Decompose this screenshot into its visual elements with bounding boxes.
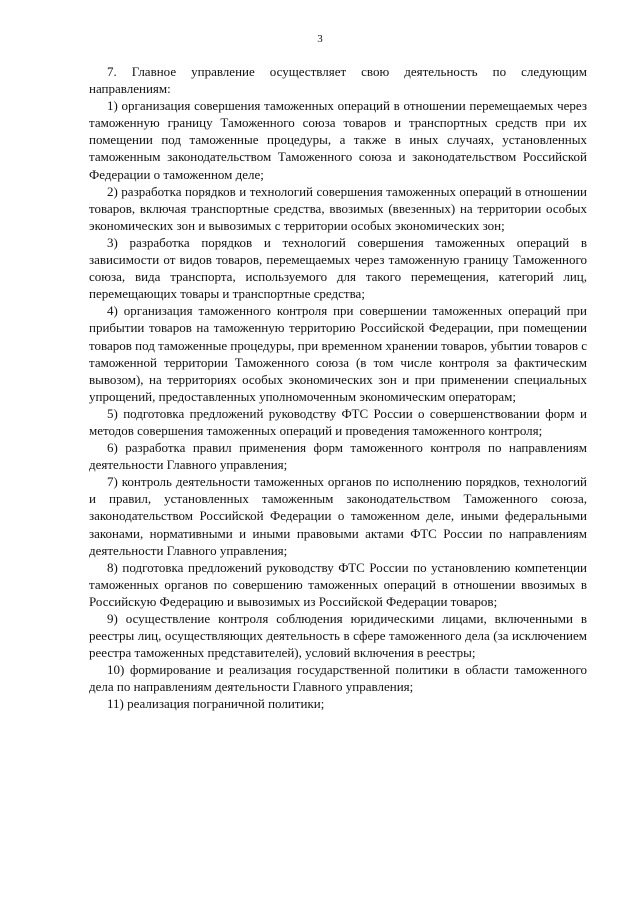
paragraph-item-3: 3) разработка порядков и технологий совершения таможенных операций в зависимости от видов товаров, перемещаемых через таможенную границу Таможенного союза, вида транспорта, используемого для такого перемещения, категорий лиц, перемещающих товары и транспортные средства; — [89, 234, 587, 302]
paragraph-item-7: 7) контроль деятельности таможенных органов по исполнению порядков, технологий и правил, установленных таможенным законодательством Таможенного союза, законодательством Российской Федерации о таможенном деле, иными федеральными законами, нормативными и иными правовыми актами ФТС России по направлениям деятельности Главного управления; — [89, 474, 587, 558]
paragraph-item-2: 2) разработка порядков и технологий совершения таможенных операций в отношении товаров, включая транспортные средства, ввозимых (ввезенных) на территории особых экономических зон и вывозимых с территории особых экономических зон; — [89, 183, 587, 233]
document-body — [89, 63, 587, 713]
paragraph-item-9: 9) осуществление контроля соблюдения юридическими лицами, включенными в реестры лиц, осуществляющих деятельность в сфере таможенного дела (за исключением реестра таможенных представителей), условий включения в реестры; — [89, 611, 587, 661]
paragraph-item-5: 5) подготовка предложений руководству ФТС России о совершенствовании форм и методов совершения таможенных операций и проведения таможенного контроля; — [89, 405, 587, 438]
paragraph-item-8: 8) подготовка предложений руководству ФТС России по установлению компетенции таможенных органов по совершению таможенных операций в отношении ввозимых в Российскую Федерацию и вывозимых из Российской Федерации товаров; — [89, 559, 587, 609]
paragraph-intro: 7. Главное управление осуществляет свою деятельность по следующим направлениям: — [89, 64, 587, 97]
paragraph-item-6: 6) разработка правил применения форм таможенного контроля по направлениям деятельности Главного управления; — [89, 440, 587, 473]
paragraph-item-11: 11) реализация пограничной политики; — [107, 696, 325, 712]
paragraph-item-10: 10) формирование и реализация государственной политики в области таможенного дела по направлениям деятельности Главного управления; — [89, 662, 587, 695]
paragraph-item-1: 1) организация совершения таможенных операций в отношении перемещаемых через таможенную границу Таможенного союза товаров и транспортных средств при их помещении под таможенные процедуры, а также в иных случаях, установленных таможенным законодательством Таможенного союза и законодательством Российской Федерации о таможенном деле; — [89, 98, 587, 182]
paragraph-item-4: 4) организация таможенного контроля при совершении таможенных операций при прибытии товаров на таможенную территорию Российской Федерации, при помещении товаров под таможенные процедуры, при временном хранении товаров, убытии товаров с таможенной территории Таможенного союза (в том числе контроля за фактическим вывозом), на территориях особых экономических зон и при применении специальных упрощений, предоставленных уполномоченным экономическим операторам; — [89, 303, 587, 404]
page-number: 3 — [317, 33, 323, 45]
